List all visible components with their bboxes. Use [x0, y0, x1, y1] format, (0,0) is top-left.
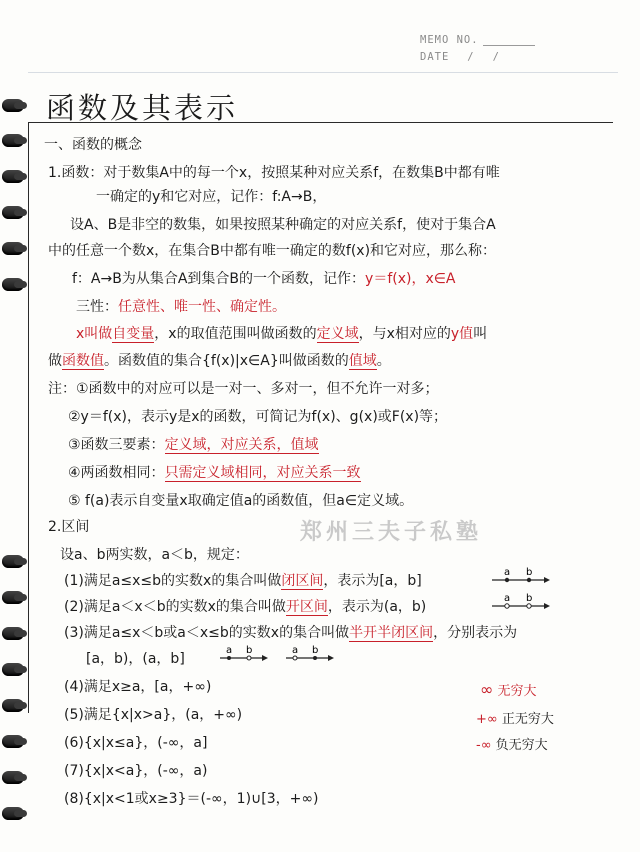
arrow-label-b: b	[526, 567, 533, 578]
text-span: ，x的取值范围叫做函数的	[154, 326, 317, 342]
text-line: 设A、B是非空的数集，如果按照某种确定的对应关系f，使对于集合A	[70, 217, 496, 233]
spiral-ring	[2, 134, 24, 147]
text-span: 。	[376, 353, 391, 369]
text-span: ④两函数相同：	[68, 465, 165, 481]
arrow-label-b: b	[312, 645, 319, 656]
spiral-ring	[2, 591, 24, 604]
arrow-label-a: a	[504, 593, 511, 604]
side-note-negative-infinity	[476, 734, 548, 753]
interval-line: (4)满足x≥a，[a，+∞)	[64, 679, 212, 695]
spiral-ring	[2, 206, 24, 219]
date-label: DATE	[420, 51, 450, 63]
text-span: ，与x相对应的	[358, 326, 451, 342]
term-range: 值域	[348, 353, 377, 369]
spiral-ring	[2, 735, 24, 748]
date-slash: /	[467, 51, 475, 63]
term-domain: 定义域	[316, 326, 359, 342]
text-span: 。函数值的集合{f(x)|x∈A}叫做函数的	[104, 353, 349, 369]
ruled-line	[28, 72, 618, 73]
text-span: ，表示为(a，b)	[327, 599, 427, 615]
term-half-open-interval: 半开半闭区间	[349, 625, 434, 641]
note-line: 注：①函数中的对应可以是一对一、多对一，但不允许一对多；	[48, 381, 439, 397]
text-line	[76, 298, 286, 316]
spiral-ring	[2, 771, 24, 784]
note-line	[68, 464, 361, 482]
infinity-symbol: ∞	[480, 680, 494, 699]
interval-line	[64, 598, 426, 616]
term-function-value: 函数值	[62, 353, 104, 369]
negative-infinity-symbol: -∞	[476, 738, 492, 753]
same-function-condition: 只需定义域相同，对应关系一致	[164, 465, 361, 481]
spiral-ring	[2, 99, 24, 112]
interval-line	[64, 572, 422, 590]
three-elements: 定义域，对应关系，值域	[164, 437, 319, 453]
text-span: 叫	[473, 326, 488, 342]
term-open-interval: 开区间	[285, 599, 328, 615]
section-heading: 一、函数的概念	[44, 137, 142, 153]
text-span: 做	[48, 353, 62, 369]
spiral-ring	[2, 807, 24, 820]
number-line-half-closed	[284, 644, 334, 666]
text-line: 中的任意一个数x，在集合B中都有唯一确定的数f(x)和它对应，那么称：	[48, 243, 497, 259]
positive-infinity-symbol: +∞	[476, 712, 498, 727]
page-title: 函数及其表示	[46, 91, 239, 125]
number-line-open	[490, 592, 550, 614]
memo-no-label: MEMO NO.	[420, 34, 479, 46]
text-span: (1)满足a≤x≤b的实数x的集合叫做	[64, 573, 282, 589]
memo-no-blank	[483, 36, 535, 46]
spiral-ring	[2, 555, 24, 568]
number-line-half-open	[218, 644, 268, 666]
text-span: (2)满足a＜x＜b的实数x的集合叫做	[64, 599, 286, 615]
spiral-ring	[2, 627, 24, 640]
interval-line	[64, 624, 517, 642]
arrow-label-a: a	[504, 567, 511, 578]
spiral-ring	[2, 663, 24, 676]
spiral-ring	[2, 170, 24, 183]
text-line	[48, 352, 391, 370]
spiral-ring	[2, 278, 24, 291]
negative-infinity-text: 负无穷大	[495, 738, 548, 753]
date-slash: /	[492, 51, 500, 63]
text-line: 设a、b两实数，a＜b，规定：	[60, 547, 249, 563]
number-line-closed	[490, 566, 550, 588]
text-span: ，表示为[a，b]	[323, 573, 422, 589]
arrow-label-b: b	[246, 645, 253, 656]
arrow-label-a: a	[292, 645, 299, 656]
note-line: ②y＝f(x)，表示y是x的函数，可简记为f(x)、g(x)或F(x)等；	[68, 409, 448, 425]
text-span: ，分别表示为	[433, 625, 518, 641]
interval-line: [a，b)，(a，b]	[86, 651, 185, 667]
spiral-ring	[2, 242, 24, 255]
arrow-label-a: a	[226, 645, 233, 656]
positive-infinity-text: 正无穷大	[501, 712, 554, 727]
note-line	[68, 436, 319, 454]
text-line	[76, 325, 487, 343]
interval-line: (6){x|x≤a}，(-∞，a]	[64, 735, 208, 751]
section-heading: 2.区间	[48, 519, 90, 535]
side-note-infinity	[480, 680, 536, 699]
interval-line: (8){x|x<1或x≥3}＝(-∞，1)∪[3，+∞)	[64, 791, 319, 807]
term-independent-variable: 自变量	[112, 326, 155, 342]
text-span: 三性：	[76, 299, 118, 315]
note-line: ⑤ f(a)表示自变量x取确定值a的函数值，但a∈定义域。	[68, 493, 414, 509]
interval-line: (7){x|x<a}，(-∞，a)	[64, 763, 208, 779]
function-notation: y＝f(x)，x∈A	[365, 271, 456, 287]
watermark: 郑州三夫子私塾	[300, 520, 483, 545]
three-properties: 任意性、唯一性、确定性。	[118, 299, 286, 315]
term-y-value: y值	[450, 326, 474, 342]
text-line: 一确定的y和它对应，记作：f:A→B，	[96, 189, 327, 205]
infinity-text: 无穷大	[497, 684, 537, 699]
arrow-label-b: b	[526, 593, 533, 604]
interval-line: (5)满足{x|x>a}，(a，+∞)	[64, 707, 243, 723]
text-line	[72, 270, 456, 288]
term-closed-interval: 闭区间	[281, 573, 324, 589]
text-line: 1.函数：对于数集A中的每一个x，按照某种对应关系f，在数集B中都有唯	[48, 165, 500, 181]
spiral-ring	[2, 699, 24, 712]
text-span: ③函数三要素：	[68, 437, 165, 453]
text-span: (3)满足a≤x＜b或a＜x≤b的实数x的集合叫做	[64, 625, 350, 641]
text-span: f：A→B为从集合A到集合B的一个函数，记作：	[72, 271, 366, 287]
side-note-positive-infinity	[476, 708, 554, 727]
text-span: x叫做	[76, 326, 113, 342]
